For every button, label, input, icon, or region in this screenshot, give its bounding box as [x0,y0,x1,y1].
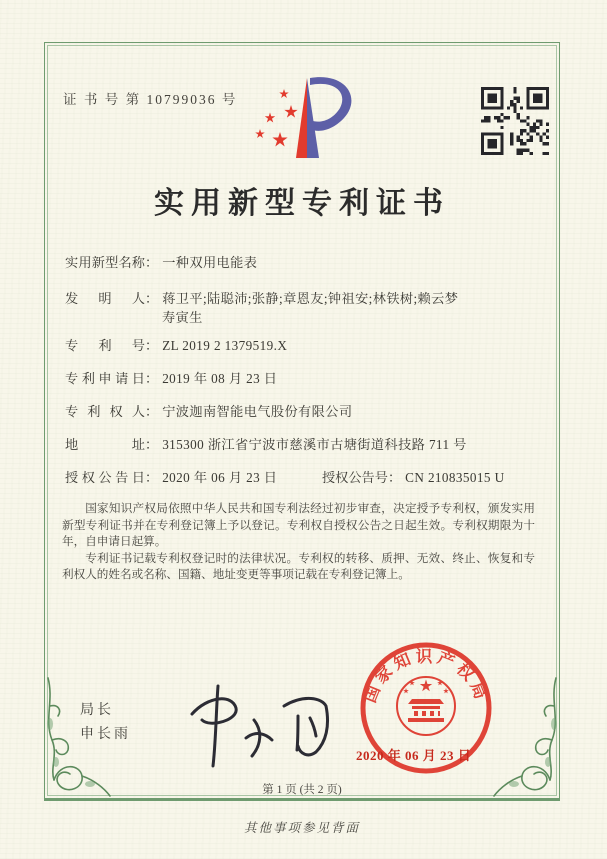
page-number: 第 1 页 (共 2 页) [262,784,342,796]
corner-flourish-right [492,676,564,798]
field-label: 授权公告号 [322,470,388,485]
cnipa-logo [250,72,365,164]
colon: ： [145,371,159,386]
certificate-title: 实用新型专利证书 [154,187,450,220]
seal-date: 2020 年 06 月 23 日 [356,748,472,763]
field-value: 315300 浙江省宁波市慈溪市古塘街道科技路 711 号 [162,437,467,452]
field-inventors [65,289,543,327]
field-label: 专利权人 [65,404,145,419]
field-label: 授权公告日 [65,470,145,485]
field-value: ZL 2019 2 1379519.X [162,338,288,353]
certificate-number: 证 书 号 第 10799036 号 [63,92,238,107]
qr-code [479,87,551,155]
national-emblem-icon [403,680,449,723]
colon: ： [387,470,402,485]
field-label: 发明人 [65,291,145,306]
field-grant-row [65,468,543,487]
legal-paragraph-1: 国家知识产权局依照中华人民共和国专利法经过初步审查，决定授予专利权，颁发实用新型专利证书并在专利登记簿上予以登记。专利权自授权公告之日起生效。专利权期限为十年，自申请日起算。 [62,502,535,549]
field-value: 蒋卫平;陆聪沛;张静;章恩友;钟祖安;林铁树;赖云梦 [162,291,459,306]
field-filing-date [65,369,543,388]
field-patentee [65,402,543,421]
field-grant-number [322,468,505,487]
colon: ： [145,404,159,419]
field-utility-model-name [65,253,543,272]
field-label: 专利号 [65,338,145,353]
colon: ： [145,437,159,452]
colon: ： [145,255,159,270]
colon: ： [145,291,159,306]
director-name: 申长雨 [80,727,131,742]
seal-agency-text: 国家知识产权局 [360,646,492,706]
field-address [65,435,543,454]
field-label: 专利申请日 [65,371,145,386]
field-value: 宁波迦南智能电气股份有限公司 [162,404,353,419]
field-value: 2020 年 06 月 23 日 [162,470,278,485]
field-label: 实用新型名称 [65,255,145,270]
field-value: CN 210835015 U [405,470,505,485]
field-value: 一种双用电能表 [162,255,258,270]
colon: ： [145,470,159,485]
back-side-note: 其他事项参见背面 [243,821,360,835]
field-value-continued: 寿寅生 [162,310,203,325]
colon: ： [145,338,159,353]
field-value: 2019 年 08 月 23 日 [162,371,278,386]
legal-paragraph-2: 专利证书记载专利权登记时的法律状况。专利权的转移、质押、无效、终止、恢复和专利权人的姓名或名称、国籍、地址变更等事项记载在专利登记簿上。 [62,551,535,582]
field-label: 地址 [65,437,145,452]
signature-shen-changyu [180,682,330,770]
director-title: 局长 [80,703,114,718]
field-patent-number [65,336,543,355]
legal-text [62,501,535,584]
